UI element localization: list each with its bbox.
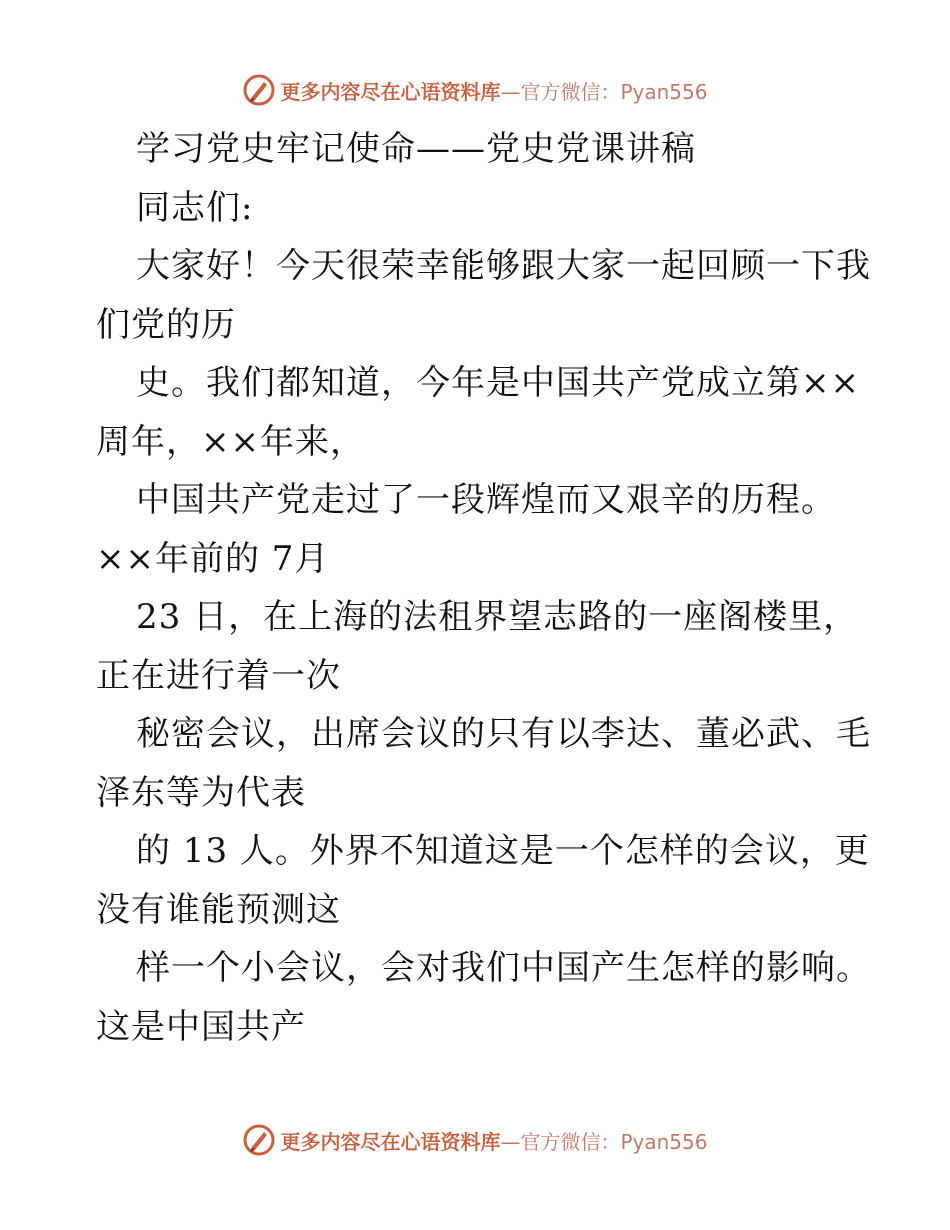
footer-watermark-banner <box>0 1118 950 1162</box>
banner-suffix-text: 官方微信：Pyan556 <box>520 79 708 104</box>
document-line: ××年前的 7月 <box>96 538 330 579</box>
document-line: 泽东等为代表 <box>96 772 306 813</box>
banner-dash: — <box>500 79 521 104</box>
banner-main-text: 更多内容尽在心语资料库 <box>280 1129 501 1154</box>
banner-text <box>280 76 707 105</box>
banner-text <box>280 1126 707 1155</box>
header-watermark-banner <box>0 68 950 112</box>
document-line: 23 日，在上海的法租界望志路的一座阁楼里， <box>136 597 859 637</box>
banner-suffix-text: 官方微信：Pyan556 <box>520 1129 708 1154</box>
banner-dash: — <box>500 1129 521 1154</box>
document-line: 大家好！今天很荣幸能够跟大家一起回顾一下我 <box>136 246 871 286</box>
banner-main-text: 更多内容尽在心语资料库 <box>280 79 501 104</box>
pen-logo-icon <box>242 73 276 107</box>
document-line: 正在进行着一次 <box>96 655 341 696</box>
document-line: 秘密会议，出席会议的只有以李达、董必武、毛 <box>136 714 871 754</box>
document-line: 史。我们都知道，今年是中国共产党成立第×× <box>136 363 860 403</box>
document-line: 的 13 人。外界不知道这是一个怎样的会议，更 <box>136 831 870 871</box>
pen-logo-icon <box>242 1123 276 1157</box>
document-line: 样一个小会议，会对我们中国产生怎样的影响。 <box>136 948 871 988</box>
document-line: 没有谁能预测这 <box>96 889 341 930</box>
document-line: 学习党史牢记使命——党史党课讲稿 <box>136 129 696 169</box>
document-line: 们党的历 <box>96 304 236 345</box>
document-line: 周年，××年来， <box>96 421 365 462</box>
document-line: 同志们: <box>136 187 254 228</box>
document-line: 中国共产党走过了一段辉煌而又艰辛的历程。 <box>136 480 836 520</box>
document-body <box>96 120 871 1056</box>
document-line: 这是中国共产 <box>96 1006 306 1047</box>
